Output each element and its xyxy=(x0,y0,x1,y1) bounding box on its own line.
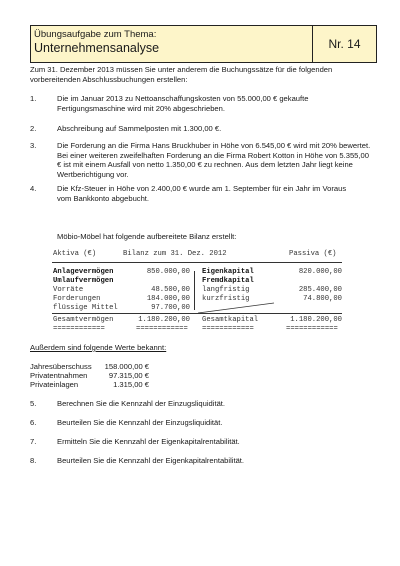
known-value-amount: 158.000,00 € xyxy=(104,362,149,371)
question-text: Ermitteln Sie die Kennzahl der Eigenkapitalrentabilität. xyxy=(57,437,240,446)
balance-liability-value: 285.400,00 xyxy=(298,286,342,294)
double-rule: ============ xyxy=(202,325,254,333)
balance-liability-label: kurzfristig xyxy=(202,295,250,303)
task-text: Abschreibung auf Sammelposten mit 1.300,00 €. xyxy=(57,124,222,133)
header-title-cell xyxy=(31,26,313,62)
balance-total-assets-value: 1.180.200,00 xyxy=(138,316,190,324)
balance-head-mid: Bilanz zum 31. Dez. 2012 xyxy=(123,250,227,258)
balance-asset-label: Anlagevermögen xyxy=(53,268,114,276)
balance-liability-label: Eigenkapital xyxy=(202,268,254,276)
header-box xyxy=(30,25,377,63)
task-number: 2. xyxy=(30,124,37,133)
known-value-amount: 1.315,00 € xyxy=(113,380,149,389)
known-value-label: Privateinlagen xyxy=(30,380,79,389)
balance-total-assets-label: Gesamtvermögen xyxy=(53,316,114,324)
known-values-heading: Außerdem sind folgende Werte bekannt: xyxy=(30,343,167,352)
balance-liability-label: Fremdkapital xyxy=(202,277,254,285)
balance-total-capital-label: Gesamtkapital xyxy=(202,316,259,324)
question-number: 6. xyxy=(30,418,37,427)
exercise-number: Nr. 14 xyxy=(328,37,361,51)
balance-total-capital-value: 1.180.200,00 xyxy=(290,316,342,324)
balance-asset-value: 48.500,00 xyxy=(151,286,190,294)
header-title: Unternehmensanalyse xyxy=(34,41,160,55)
task-text: Die Kfz-Steuer in Höhe von 2.400,00 € wurde am 1. September für ein Jahr im Voraus vom Bankkonto abgebucht. xyxy=(57,184,347,203)
balance-center-rule xyxy=(194,271,195,310)
task-text: Die Forderung an die Firma Hans Bruckhuber in Höhe von 6.545,00 € wird mit 20% bewertet. Bei einer weiteren zweifelhaften Forderung an die Firma Robert Kotton in Höhe von 5.355,00 € ist mit einem Ausfall von netto 1.350,00 € zu rechnen. Aus dem letzten Jahr liegt keine Wertberichtigung vor. xyxy=(57,141,371,179)
balance-head-left: Aktiva (€) xyxy=(53,250,97,258)
balance-intro: Möbio-Möbel hat folgende aufbereitete Bilanz erstellt: xyxy=(57,232,237,241)
question-number: 8. xyxy=(30,456,37,465)
double-rule: ============ xyxy=(286,325,338,333)
task-number: 3. xyxy=(30,141,37,150)
question-text: Beurteilen Sie die Kennzahl der Einzugsliquidität. xyxy=(57,418,223,427)
balance-total-rule xyxy=(52,313,342,314)
balance-asset-label: Vorräte xyxy=(53,286,84,294)
question-number: 5. xyxy=(30,399,37,408)
known-value-label: Privatentnahmen xyxy=(30,371,88,380)
balance-asset-label: flüssige Mittel xyxy=(53,304,118,312)
balance-liability-label: langfristig xyxy=(202,286,250,294)
question-text: Berechnen Sie die Kennzahl der Einzugsliquidität. xyxy=(57,399,226,408)
known-value-amount: 97.315,00 € xyxy=(108,371,149,380)
double-rule: ============ xyxy=(53,325,105,333)
task-number: 4. xyxy=(30,184,37,193)
known-value-label: Jahresüberschuss xyxy=(30,362,92,371)
question-number: 7. xyxy=(30,437,37,446)
header-subtitle: Übungsaufgabe zum Thema: xyxy=(34,29,157,40)
balance-asset-label: Umlaufvermögen xyxy=(53,277,114,285)
balance-head-rule xyxy=(52,262,342,263)
balance-asset-value: 184.000,00 xyxy=(146,295,190,303)
balance-asset-value: 97.700,00 xyxy=(151,304,190,312)
task-number: 1. xyxy=(30,94,37,103)
intro-text: Zum 31. Dezember 2013 müssen Sie unter anderem die Buchungssätze für die folgenden vorbereitenden Abschlussbuchungen erstellen: xyxy=(30,65,333,84)
balance-liability-value: 74.800,00 xyxy=(303,295,342,303)
double-rule: ============ xyxy=(136,325,188,333)
task-text: Die im Januar 2013 zu Nettoanschaffungskosten von 55.000,00 € gekaufte Fertigungsmaschine wird mit 20% abgeschrieben. xyxy=(57,94,309,113)
balance-head-right: Passiva (€) xyxy=(289,250,337,258)
question-text: Beurteilen Sie die Kennzahl der Eigenkapitalrentabilität. xyxy=(57,456,245,465)
balance-asset-value: 850.000,00 xyxy=(146,268,190,276)
balance-asset-label: Forderungen xyxy=(53,295,101,303)
balance-liability-value: 820.000,00 xyxy=(298,268,342,276)
